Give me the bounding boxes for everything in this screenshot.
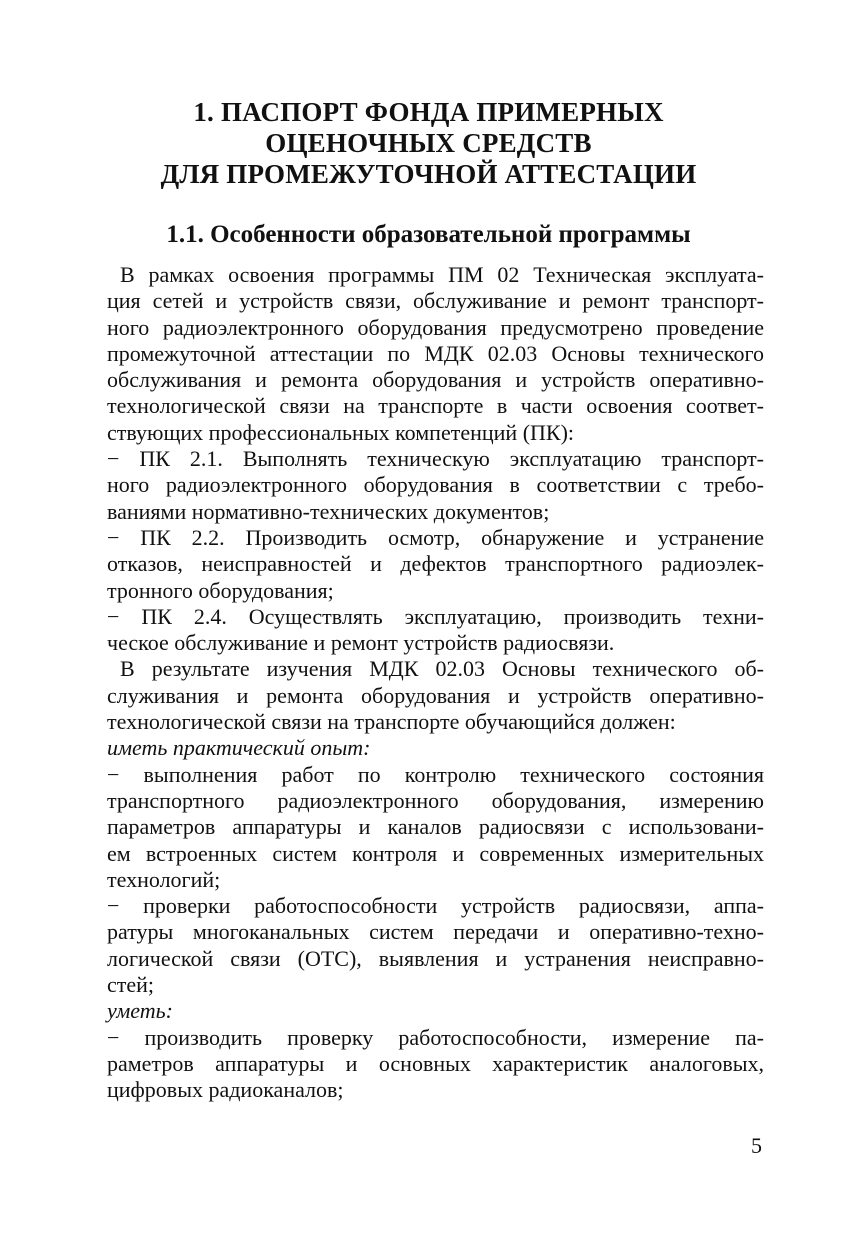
list-item-line: − выполнения работ по контролю технического состояния <box>107 761 764 787</box>
text-line: ческое обслуживание и ремонт устройств радиосвязи. <box>107 630 615 656</box>
text-line: технологической связи на транспорте в части освоения соответ- <box>107 393 764 419</box>
text-line: ваниями нормативно-технических документов; <box>107 498 550 524</box>
text-line: ного радиоэлектронного оборудования предусмотрено проведение <box>107 314 764 340</box>
text-line: логической связи (ОТС), выявления и устранения неисправно- <box>107 945 764 971</box>
italic-subheading: иметь практический опыт: <box>107 735 371 761</box>
list-item-line: − ПК 2.4. Осуществлять эксплуатацию, производить техни- <box>107 603 764 629</box>
text-line: транспортного радиоэлектронного оборудования, измерению <box>107 787 764 813</box>
text-line: ратуры многоканальных систем передачи и оперативно-техно- <box>107 919 764 945</box>
text-line: В рамках освоения программы ПМ 02 Техническая эксплуата- <box>120 262 764 287</box>
text-line: технологической связи на транспорте обучающийся должен: <box>107 709 676 735</box>
body-text <box>107 262 764 1104</box>
list-item-line: − производить проверку работоспособности, измерение па- <box>107 1024 764 1050</box>
text-line: технологий; <box>107 866 221 892</box>
text-line: цифровых радиоканалов; <box>107 1077 344 1103</box>
text-line: отказов, неисправностей и дефектов транспортного радиоэлек- <box>107 551 764 577</box>
section-title: 1.1. Особенности образовательной программы <box>166 221 691 248</box>
list-item-line: − ПК 2.1. Выполнять техническую эксплуатацию транспорт- <box>107 446 764 472</box>
italic-subheading: уметь: <box>107 998 173 1024</box>
chapter-title <box>90 97 767 190</box>
text-line: ция сетей и устройств связи, обслуживание и ремонт транспорт- <box>107 288 764 314</box>
list-item-line: − ПК 2.2. Производить осмотр, обнаружение и устранение <box>107 524 764 550</box>
text-line: обслуживания и ремонта оборудования и устройств оперативно- <box>107 367 764 393</box>
page-number: 5 <box>751 1133 762 1158</box>
text-line: стей; <box>107 972 155 998</box>
text-line: параметров аппаратуры и каналов радиосвязи с использовани- <box>107 814 764 840</box>
chapter-title-line: 1. ПАСПОРТ ФОНДА ПРИМЕРНЫХ <box>193 97 664 127</box>
text-line: промежуточной аттестации по МДК 02.03 Основы технического <box>107 340 764 366</box>
text-line: В результате изучения МДК 02.03 Основы технического об- <box>120 656 764 682</box>
text-line: ем встроенных систем контроля и современных измерительных <box>107 840 764 866</box>
text-line: ного радиоэлектронного оборудования в соответствии с требо- <box>107 472 764 498</box>
text-line: ствующих профессиональных компетенций (ПК): <box>107 419 575 445</box>
text-line: тронного оборудования; <box>107 577 334 603</box>
text-line: служивания и ремонта оборудования и устройств оперативно- <box>107 682 764 708</box>
list-item-line: − проверки работоспособности устройств радиосвязи, аппа- <box>107 893 764 919</box>
chapter-title-line: ДЛЯ ПРОМЕЖУТОЧНОЙ АТТЕСТАЦИИ <box>160 159 697 189</box>
text-line: раметров аппаратуры и основных характеристик аналоговых, <box>107 1050 764 1076</box>
chapter-title-line: ОЦЕНОЧНЫХ СРЕДСТВ <box>265 128 592 158</box>
